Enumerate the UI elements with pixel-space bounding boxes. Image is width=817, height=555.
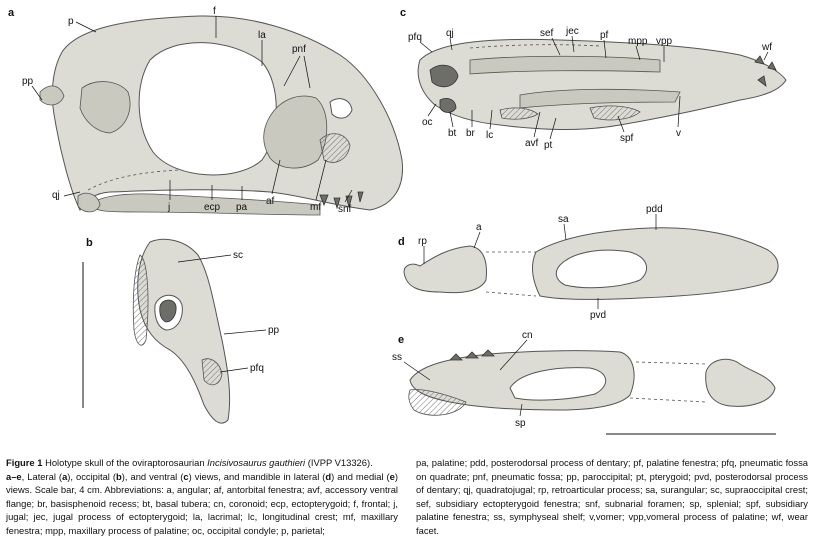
label-a-pnf: pnf <box>292 44 306 55</box>
label-c-qj: qj <box>446 28 454 39</box>
label-d-pvd: pvd <box>590 310 607 321</box>
caption-text-5: ) and medial ( <box>331 470 390 482</box>
label-a-pp: pp <box>22 76 34 87</box>
panel-a-letter: a <box>8 7 15 19</box>
panel-e-letter: e <box>398 334 405 346</box>
label-c-avf: avf <box>525 138 539 149</box>
label-b-pfq: pfq <box>250 363 264 374</box>
label-b-pp: pp <box>268 325 280 336</box>
caption-text-2: ), occipital ( <box>67 470 117 482</box>
label-a-pa: pa <box>236 202 248 213</box>
caption-species: Incisivosaurus gauthieri <box>207 457 306 468</box>
label-d-rp: rp <box>418 236 427 247</box>
panel-a-skull-lateral <box>8 6 403 215</box>
label-c-bt: bt <box>448 128 457 139</box>
caption-right-column <box>416 456 808 538</box>
leader-c-wf <box>764 52 768 60</box>
caption-title-suffix: (IVPP V13326). <box>305 457 373 468</box>
label-c-spf: spf <box>620 133 634 144</box>
label-c-pfq: pfq <box>408 32 422 43</box>
label-e-sp: sp <box>515 418 526 429</box>
label-d-pdd: pdd <box>646 204 663 215</box>
caption-ref-a: a <box>62 470 68 482</box>
label-a-snf: snf <box>338 204 352 215</box>
label-a-qj: qj <box>52 190 60 201</box>
label-c-oc: oc <box>422 117 433 128</box>
label-a-la: la <box>258 30 266 41</box>
label-a-p: p <box>68 16 74 27</box>
label-c-br: br <box>466 128 475 139</box>
caption-text-6: ) views. Scale bar, 4 cm. Abbreviations: a, angular; af, antorbital fenestra; avf, accessory ventral flange; br, basisphenoid recess; bt, basal tubera; cn, coronoid; ecp, ectopterygoid; f, frontal; j, jugal; jec, jugal process of ectopterygoid; la, lacrimal; lc, longitudinal crest; mf, maxillary fenestra; mpp, maxillary process of palatine; oc, occipital condyle; p, parietal; <box>6 470 399 536</box>
label-d-a: a <box>476 222 482 233</box>
panel-e-mandible-medial <box>392 330 776 434</box>
caption-range-label: a–e <box>6 470 22 482</box>
leader-c-pfq <box>420 42 432 52</box>
label-e-ss: ss <box>392 352 402 363</box>
caption-title-prefix: Holotype skull of the oviraptorosaurian <box>42 457 208 468</box>
label-a-af: af <box>266 196 275 207</box>
panel-c-letter: c <box>400 7 407 19</box>
caption-ref-b: b <box>116 470 122 482</box>
caption-left-column <box>6 456 398 538</box>
label-b-sc: sc <box>233 250 243 261</box>
caption-text-1: , Lateral ( <box>21 470 63 482</box>
label-a-ecp: ecp <box>204 202 221 213</box>
label-e-cn: cn <box>522 330 533 341</box>
caption-text-3: ), and ventral ( <box>121 470 184 482</box>
caption-ref-d: d <box>325 470 332 482</box>
figure-caption <box>6 456 811 552</box>
label-c-mpp: mpp <box>628 36 648 47</box>
leader-a-p <box>76 22 96 32</box>
label-a-mf: mf <box>310 202 322 213</box>
label-d-sa: sa <box>558 214 569 225</box>
caption-text-4: ) views, and mandible in lateral ( <box>188 470 326 482</box>
label-c-vpp: vpp <box>656 36 673 47</box>
label-c-lc: lc <box>486 130 494 141</box>
caption-figure-label: Figure 1 <box>6 457 43 468</box>
leader-d-a <box>474 232 480 248</box>
panel-c-ventral <box>400 7 786 151</box>
leader-c-oc <box>428 104 436 116</box>
panel-b-occipital <box>83 237 280 423</box>
label-c-jec: jec <box>566 26 579 37</box>
label-a-j: j <box>168 202 171 213</box>
leader-b-pp <box>224 330 266 334</box>
label-c-sef: sef <box>540 28 554 39</box>
label-c-pt: pt <box>544 140 553 151</box>
caption-ref-c: c <box>183 470 189 482</box>
label-c-wf: wf <box>762 42 772 53</box>
caption-right-text: pa, palatine; pdd, posterodorsal process of dentary; pf, palatine fenestra; pfq, pneumatic fossa on quadrate; pnf, pneumatic fossa; pp, paroccipital; pt, pterygoid; pvd, posterodorsal process of dentary; qj, quadratojugal; rp, retroarticular process; sa, surangular; sc, supraoccipital crest; sef, subsidiary ectopterygoid fenestra; snf, subnarial foramen; sp, splenial; spf, subsidiary palatine fenestra; ss, symphyseal shelf; v,vomer; vpp,vomeral process of palatine; wf, wear facet. <box>416 457 808 536</box>
leader-d-sa <box>564 224 566 240</box>
panel-d-letter: d <box>398 236 405 248</box>
label-c-pf: pf <box>600 30 609 41</box>
label-c-v: v <box>676 128 681 139</box>
label-a-f: f <box>213 6 216 17</box>
caption-ref-e: e <box>389 470 395 482</box>
panel-d-mandible-lateral <box>398 204 778 321</box>
panel-b-letter: b <box>86 237 93 249</box>
